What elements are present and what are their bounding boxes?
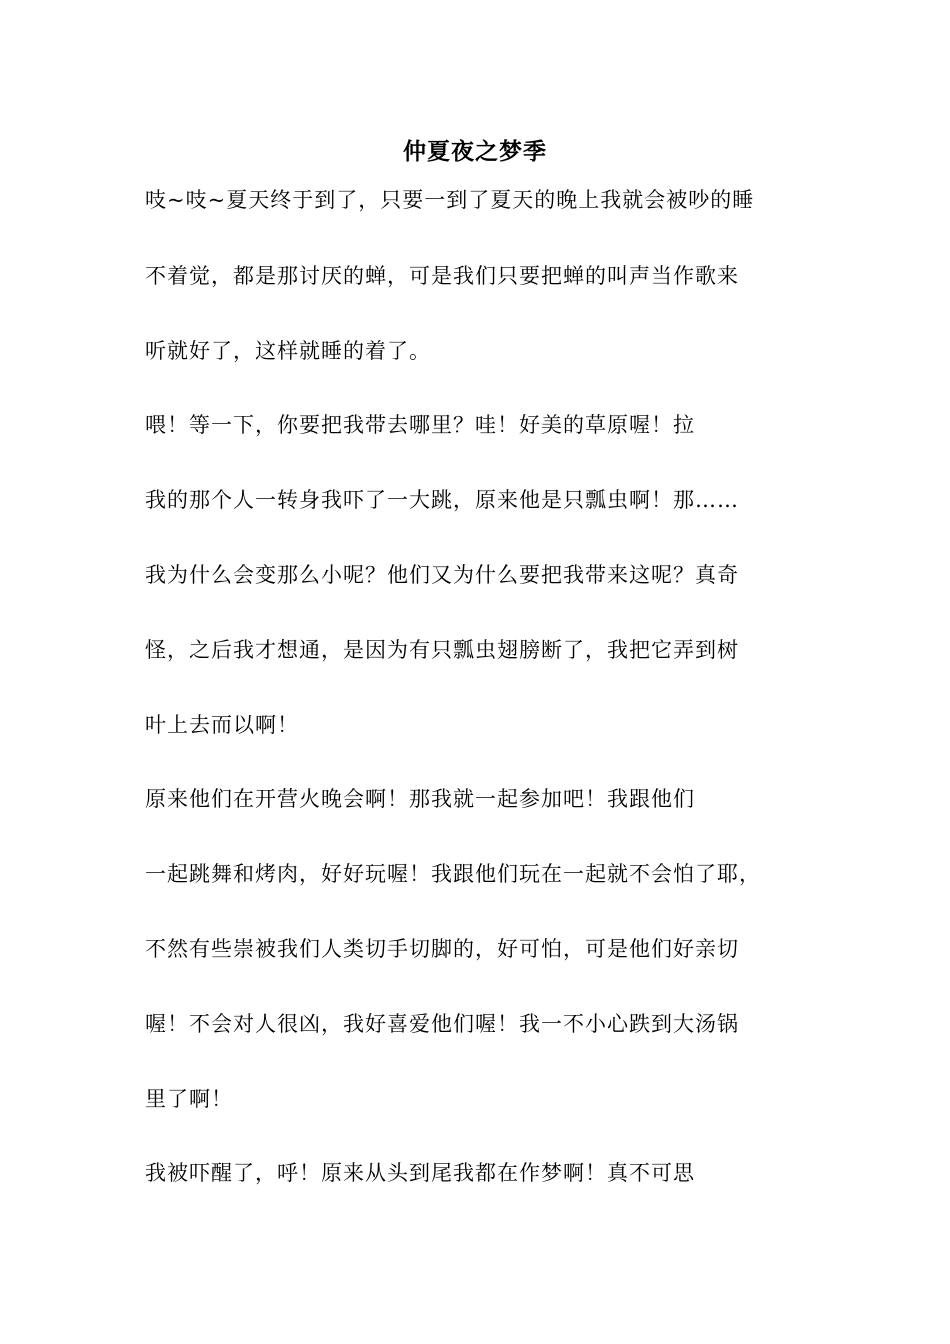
- text-line: 吱~吱~夏天终于到了，只要一到了夏天的晚上我就会被吵的睡: [145, 188, 755, 212]
- text-line: 我的那个人一转身我吓了一大跳，原来他是只瓢虫啊！那……: [145, 488, 739, 512]
- text-line: 怪，之后我才想通，是因为有只瓢虫翅膀断了，我把它弄到树: [145, 638, 739, 662]
- text-line: 喔！不会对人很凶，我好喜爱他们喔！我一不小心跌到大汤锅: [145, 1012, 739, 1036]
- text-line: 叶上去而以啊！: [145, 713, 299, 737]
- text-line: 不然有些崇被我们人类切手切脚的，好可怕，可是他们好亲切: [145, 937, 739, 961]
- text-line: 听就好了，这样就睡的着了。: [145, 339, 431, 363]
- document-title: 仲夏夜之梦季: [403, 138, 547, 165]
- text-line: 喂！等一下，你要把我带去哪里？哇！好美的草原喔！拉: [145, 413, 695, 437]
- text-line: 不着觉，都是那讨厌的蝉，可是我们只要把蝉的叫声当作歌来: [145, 264, 739, 288]
- text-line: 我为什么会变那么小呢？他们又为什么要把我带来这呢？真奇: [145, 563, 739, 587]
- text-line: 一起跳舞和烤肉，好好玩喔！我跟他们玩在一起就不会怕了耶，: [145, 862, 761, 886]
- text-line: 里了啊！: [145, 1087, 233, 1111]
- text-line: 原来他们在开营火晚会啊！那我就一起参加吧！我跟他们: [145, 787, 695, 811]
- text-line: 我被吓醒了，呼！原来从头到尾我都在作梦啊！真不可思: [145, 1161, 695, 1185]
